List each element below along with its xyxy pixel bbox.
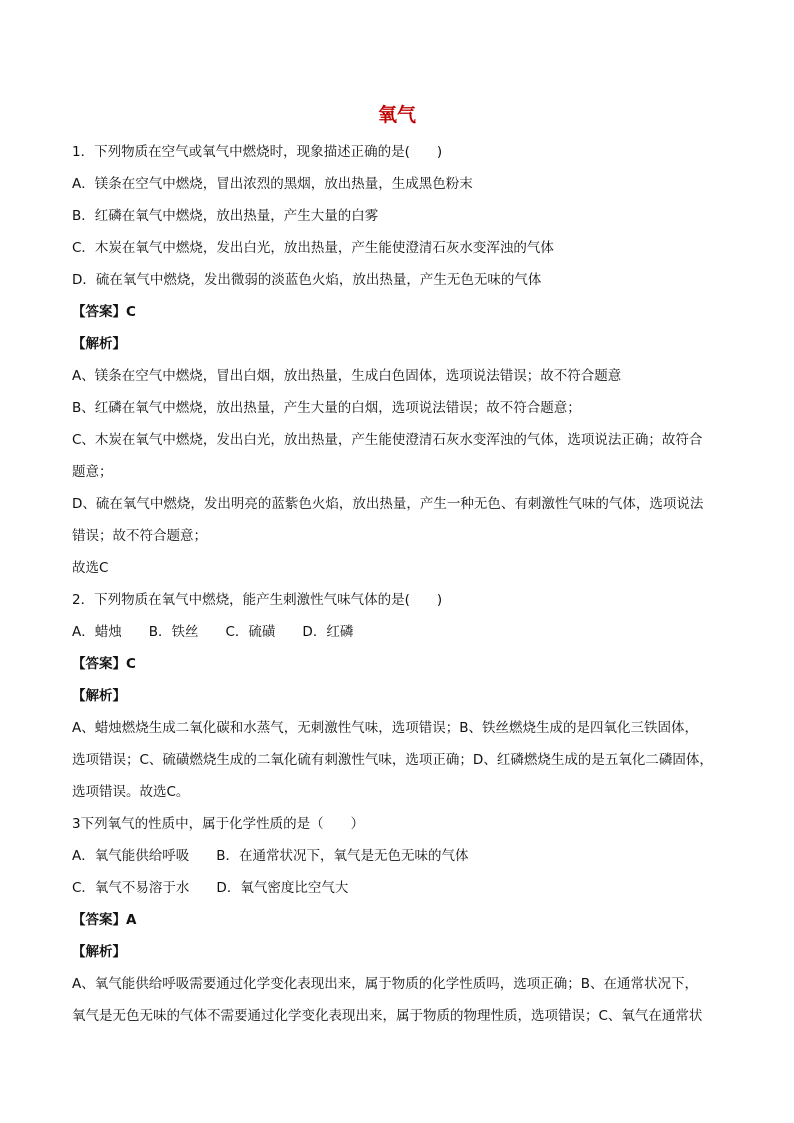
- question-1-option-d: D．硫在氧气中燃烧，发出微弱的淡蓝色火焰，放出热量，产生无色无味的气体: [72, 272, 542, 288]
- question-1-stem: 1．下列物质在空气或氧气中燃烧时，现象描述正确的是( ): [72, 144, 443, 160]
- question-2-answer: 【答案】C: [72, 656, 136, 672]
- question-1-analysis-line: D、硫在氧气中燃烧，发出明亮的蓝紫色火焰，放出热量，产生一种无色、有刺激性气味的气体，选项说法: [72, 496, 704, 512]
- page-title: 氧气: [377, 104, 416, 126]
- question-1-option-c: C．木炭在氧气中燃烧，发出白光，放出热量，产生能使澄清石灰水变浑浊的气体: [72, 240, 554, 256]
- question-3-stem: 3下列氧气的性质中，属于化学性质的是（ ）: [72, 816, 365, 832]
- question-3-analysis-line: A、氧气能供给呼吸需要通过化学变化表现出来，属于物质的化学性质吗，选项正确；B、在通常状况下，: [72, 976, 698, 992]
- question-3-analysis-heading: 【解析】: [72, 944, 126, 960]
- question-1-conclusion: 故选C: [72, 560, 109, 576]
- question-1-option-b: B．红磷在氧气中燃烧，放出热量，产生大量的白雾: [72, 208, 379, 224]
- question-1-answer: 【答案】C: [72, 304, 136, 320]
- question-2-analysis-line: 选项错误。故选C。: [72, 784, 190, 800]
- question-2-analysis-heading: 【解析】: [72, 688, 126, 704]
- question-1-analysis-line: C、木炭在氧气中燃烧，发出白光，放出热量，产生能使澄清石灰水变浑浊的气体，选项说法正确；故符合: [72, 432, 703, 448]
- question-3-options-ab: A．氧气能供给呼吸 B．在通常状况下，氧气是无色无味的气体: [72, 848, 469, 864]
- question-3-analysis-line: 氧气是无色无味的气体不需要通过化学变化表现出来，属于物质的物理性质，选项错误；C、氧气在通常状: [72, 1008, 703, 1024]
- question-2-analysis-line: 选项错误；C、硫磺燃烧生成的二氧化硫有刺激性气味，选项正确；D、红磷燃烧生成的是五氧化二磷固体，: [72, 752, 713, 768]
- question-1-analysis-line: 错误；故不符合题意；: [72, 528, 207, 544]
- question-3-options-cd: C．氧气不易溶于水 D．氧气密度比空气大: [72, 880, 349, 896]
- question-2-stem: 2．下列物质在氧气中燃烧，能产生刺激性气味气体的是( ): [72, 592, 443, 608]
- question-2-options: A．蜡烛 B．铁丝 C．硫磺 D．红磷: [72, 624, 354, 640]
- question-2-analysis-line: A、蜡烛燃烧生成二氧化碳和水蒸气，无刺激性气味，选项错误；B、铁丝燃烧生成的是四氧化三铁固体，: [72, 720, 698, 736]
- question-1-analysis-line: B、红磷在氧气中燃烧，放出热量，产生大量的白烟，选项说法错误；故不符合题意；: [72, 400, 581, 416]
- question-1-analysis-heading: 【解析】: [72, 336, 126, 352]
- question-3-answer: 【答案】A: [72, 912, 137, 928]
- question-1-option-a: A．镁条在空气中燃烧，冒出浓烈的黑烟，放出热量，生成黑色粉末: [72, 176, 473, 192]
- question-1-analysis-line: 题意；: [72, 464, 113, 480]
- question-1-analysis-line: A、镁条在空气中燃烧，冒出白烟，放出热量，生成白色固体，选项说法错误；故不符合题意: [72, 368, 622, 384]
